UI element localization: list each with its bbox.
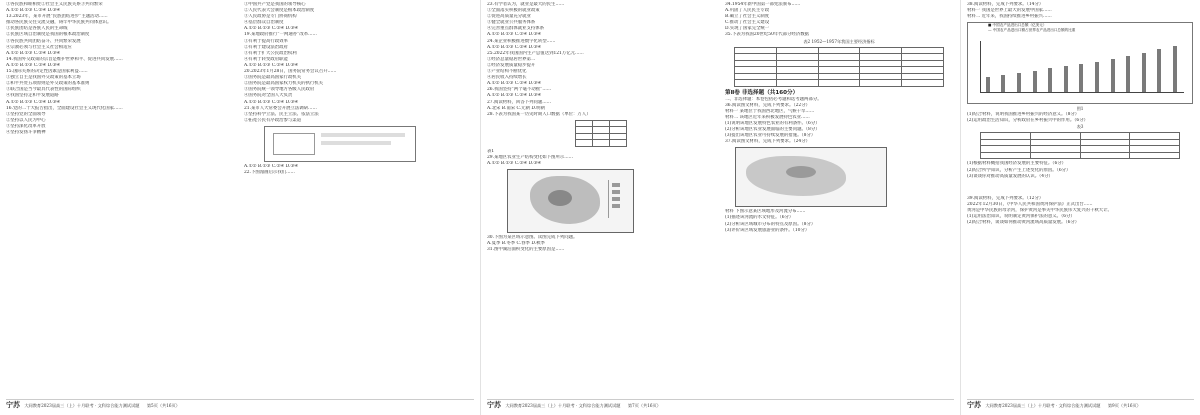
- text-line: 材料一 我国是世界上最大的发展中国家……: [967, 8, 1052, 14]
- text-line: ②促进高质量充分就业: [487, 14, 531, 20]
- text-line: (3)评价该区域发展旅游业的条件。（10分）: [725, 227, 810, 233]
- text-line: D.实现了国家完全统一: [725, 26, 770, 32]
- text-line: (1)描述该河流的水文特征。（6分）: [725, 215, 794, 221]
- text-line: A.①② B.①③ C.②④ D.③④: [487, 81, 542, 87]
- text-line: ③人民政协是专门协商机构: [244, 14, 297, 20]
- text-line: A.①② B.①③ C.②④ D.③④: [6, 62, 61, 68]
- table-2-caption: 表2 1952—1957年我国主要经济指标: [803, 38, 875, 44]
- text-line: A.巩固了人民民主专政: [725, 8, 770, 14]
- chart-legend-bars: ■ 中国农产品进出口总额（亿美元）: [988, 23, 1047, 28]
- map-legend: [608, 180, 629, 218]
- text-line: (1)说明该地区发展特色农业的有利条件。（6分）: [725, 120, 820, 126]
- text-line: 25.2022年我国国内生产总值达到121万亿元……: [487, 50, 584, 56]
- text-line: (1)运用法治知识，说明制定黄河保护法的意义。（6分）: [967, 214, 1075, 220]
- text-line: ②有利于建设法治政府: [244, 44, 288, 50]
- text-line: 38.阅读材料，完成下列要求。（14分）: [967, 2, 1044, 7]
- chart-legend-line: — 中国农产品进出口额占世界农产品进出口总额的比重: [988, 28, 1076, 33]
- text-line: 材料一 某地位于我国西北地区，气候干旱……: [725, 108, 815, 114]
- cartoon-caption-bar: [321, 133, 405, 137]
- text-line: A.①② B.①③ C.②④ D.③④: [6, 8, 61, 14]
- text-line: 15.国际关系的决定性因素是国家利益……: [6, 69, 88, 75]
- map-lake: [548, 190, 572, 206]
- footer-page-number: 第9页（共16页）: [1107, 403, 1141, 408]
- text-line: 37.阅读图文材料，完成下列要求。（24分）: [725, 139, 811, 145]
- footer-exam-title: 大同教育2023届高三（上）十月联考 · 文科综合能力测试试题: [985, 403, 1101, 408]
- chart-bar: [1126, 56, 1130, 93]
- text-line: ②人民代表大会制度是根本政治制度: [244, 8, 315, 14]
- page-1-left-column: [6, 2, 234, 397]
- text-line: ④宗教必须与社会主义社会相适应: [6, 44, 72, 50]
- text-line: ③各民族共同团结奋斗、共同繁荣发展: [6, 38, 81, 44]
- chart-bar: [1064, 66, 1068, 93]
- page-footer: [967, 399, 1194, 411]
- footer-brand: 宁苏: [6, 401, 20, 409]
- text-line: 推动各民族交往交流交融，铸牢中华民族共同体意识。: [6, 20, 112, 26]
- text-line: A.①② B.①③ C.②④ D.③④: [487, 93, 542, 99]
- text-line: A.夏季 B.冬季 C.春季 D.秋季: [487, 241, 545, 247]
- footer-page-number: 第7页（共16页）: [627, 403, 661, 408]
- text-line: B.确立了社会主义制度: [725, 14, 770, 20]
- text-line: ①独立自主是我国外交政策的基本立场: [6, 75, 81, 81]
- chart-bar: [1173, 46, 1177, 92]
- text-line: A.①② B.①③ C.②④ D.③④: [244, 163, 299, 169]
- text-line: A.①② B.①③ C.②④ D.③④: [244, 26, 299, 32]
- text-line: ①经济总量稳居世界第二: [487, 56, 536, 62]
- text-line: ①民族团结是各族人民的生命线: [6, 26, 68, 32]
- text-line: 36.阅读图文材料，完成下列要求。（22分）: [725, 102, 811, 108]
- text-line: A.①② B.①③ C.②④ D.③④: [487, 44, 542, 50]
- text-line: ③产业结构不断优化: [487, 69, 527, 75]
- text-line: ③健全就业公共服务体系: [487, 20, 536, 26]
- page-footer: [6, 399, 474, 411]
- page-3-column: [967, 2, 1193, 397]
- text-line: (2)结合材料，谈谈如何推动黄河流域高质量发展。（6分）: [967, 220, 1080, 226]
- page-single-3: [960, 0, 1200, 415]
- text-line: ④完善重点群体就业支持体系: [487, 26, 545, 32]
- text-line: 39.阅读材料，完成下列要求。（12分）: [967, 195, 1044, 201]
- trade-bar-chart: [967, 22, 1193, 104]
- text-line: ①国务院是最高国家行政机关: [244, 75, 302, 81]
- text-line: ①有利于提高行政效率: [244, 38, 288, 44]
- page-2-right-column: [725, 2, 953, 397]
- text-line: ②国务院是最高国家权力机关的执行机关: [244, 81, 324, 87]
- footer-exam-title: 大同教育2023届高三（上）十月联考 · 文科综合能力测试试题: [505, 403, 621, 408]
- text-line: ②拓宽公民有序政治参与渠道: [244, 117, 302, 123]
- text-line: ②经济发展质量稳步提升: [487, 62, 536, 68]
- text-line: 20.2023年1月28日，国务院常务会议召开……: [244, 69, 337, 75]
- text-line: 材料二 该地区近年来积极发展特色农业……: [725, 114, 810, 120]
- text-line: 34.1954年新中国第一部宪法颁布……: [725, 2, 801, 7]
- text-line: C.推动了社会主义建设: [725, 20, 770, 26]
- text-line: (3)谈谈你对推动高质量发展的认识。（4分）: [967, 173, 1053, 179]
- text-line: A.①② B.①③ C.②④ D.③④: [244, 99, 299, 105]
- footer-brand: 宁苏: [967, 401, 981, 409]
- text-line: 29.某地区农业生产结构变化如下图所示……: [487, 154, 574, 160]
- cartoon-caption-bar: [321, 141, 391, 145]
- text-line: ③国务院统一领导地方各级人民政府: [244, 87, 315, 93]
- footer-exam-title: 大同教育2023届高三（上）十月联考 · 文科综合能力测试试题: [24, 403, 140, 408]
- page-spread-1: [0, 0, 480, 415]
- page-spread-2: [480, 0, 960, 415]
- chart-bar: [1111, 59, 1115, 93]
- text-line: (1)根据材料概括我国经济发展的主要特征。（6分）: [967, 161, 1067, 167]
- chart-plot-area: [980, 41, 1184, 93]
- text-line: A.①② B.①③ C.②④ D.③④: [487, 160, 542, 166]
- text-line: 黄河是中华民族的母亲河，保护黄河是事关中华民族伟大复兴的千秋大计。: [967, 207, 1112, 213]
- text-line: ①坚持科学立法、民主立法、依法立法: [244, 111, 319, 117]
- table-3-caption: 表3: [1076, 124, 1084, 130]
- text-line: 材料二 近年来，我国持续推进乡村振兴……: [967, 14, 1052, 20]
- text-line: ②坚持以人民为中心: [6, 117, 46, 123]
- text-line: 28.下表为我国某一历史时期人口数据（单位：万人）: [487, 111, 591, 117]
- text-line: ①中国共产党是我国的领导核心: [244, 2, 306, 7]
- text-line: (2)分析该地区农业发展面临的主要问题。（8分）: [725, 127, 820, 133]
- text-line: 31.图中湖泊面积变化的主要原因是……: [487, 247, 565, 253]
- text-line: 表1: [487, 148, 495, 154]
- page-2-left-column: [487, 2, 715, 397]
- text-line: ②和平共处五项原则是外交政策的基本准则: [6, 81, 90, 87]
- chart-bar: [986, 77, 990, 92]
- text-line: ④坚持发扬斗争精神: [6, 129, 46, 135]
- text-line: ①坚持党的全面领导: [6, 111, 46, 117]
- text-line: 14.我国外交政策的宗旨是维护世界和平、促进共同发展……: [6, 56, 123, 62]
- text-line: ③坚持深化改革开放: [6, 123, 46, 129]
- table-1: [575, 120, 627, 147]
- footer-page-number: 第5页（共16页）: [146, 403, 180, 408]
- text-line: A.①② B.①③ C.②④ D.③④: [6, 50, 61, 56]
- text-line: ①各民族和睦相处②社会主义民族关系③共同繁荣: [6, 2, 103, 7]
- cartoon-figure: [264, 126, 416, 162]
- text-line: 27.阅读材料，回答下列问题……: [487, 99, 552, 105]
- text-line: ④有利于转变政府职能: [244, 56, 288, 62]
- text-line: ③有利于扩大公民政治权利: [244, 50, 297, 56]
- page-1-right-column: [244, 2, 472, 397]
- text-line: (3)提出该地区农业可持续发展的措施。（8分）: [725, 133, 816, 139]
- text-line: 2022年12月30日，《中华人民共和国黄河保护法》正式出台……: [967, 201, 1093, 207]
- footer-brand: 宁苏: [487, 401, 501, 409]
- text-line: ④基层群众自治制度: [244, 20, 284, 26]
- terrain-map: [735, 147, 887, 207]
- text-line: 26.我国坚持“两个毫不动摇”……: [487, 87, 552, 93]
- chart-bar: [1095, 62, 1099, 93]
- text-line: 21.某市人大常委会开展立法调研……: [244, 105, 317, 111]
- text-line: 19.某地政府推行“一网通办”改革……: [244, 32, 317, 38]
- text-line: ④我国坚持走和平发展道路: [6, 93, 59, 99]
- region-map: [507, 169, 634, 233]
- table-3: [980, 132, 1180, 159]
- text-line: (2)分析该区域城市分布的特点及原因。（8分）: [725, 221, 816, 227]
- text-line: ②民族区域自治制度是我国的根本政治制度: [6, 32, 90, 38]
- text-line: (2)结合所学知识，分析产生上述变化的原因。（6分）: [967, 167, 1071, 173]
- text-line: 二、非选择题：本卷包括必考题和选考题两部分。: [725, 96, 822, 102]
- chart-bar: [1033, 71, 1037, 92]
- chart-bar: [1142, 53, 1146, 93]
- page-footer: [487, 399, 954, 411]
- text-line: ③联合国是当今最具代表性的国际组织: [6, 87, 81, 93]
- text-line: (2)运用政治生活知识，分析政府在乡村振兴中的作用。（6分）: [967, 118, 1088, 124]
- text-line: 30.下图为某区域示意图。读图完成下列问题。: [487, 235, 578, 241]
- text-line: 24.某企业积极推进数字化转型……: [487, 38, 556, 44]
- text-line: ①全面落实积极的就业政策: [487, 8, 540, 14]
- text-line: A.①② B.①③ C.②④ D.③④: [487, 32, 542, 38]
- chart-caption: 图1: [1076, 106, 1084, 112]
- chart-bar: [1001, 75, 1005, 92]
- text-line: 13.2023年，某市开展“民族团结进步”主题活动……: [6, 14, 108, 20]
- chart-bar: [1017, 73, 1021, 92]
- chart-bar: [1157, 49, 1161, 92]
- chart-bar: [1079, 64, 1083, 93]
- table-2: [734, 47, 944, 87]
- text-line: 16.党的二十大报告指出，全面建设社会主义现代化国家……: [6, 105, 123, 111]
- text-line: ④国务院对全国人大负责: [244, 93, 293, 99]
- text-line: 22.下图漫画启示我们……: [244, 169, 295, 175]
- text-line: 材料 下图示意某区域地形及河流分布……: [725, 209, 806, 215]
- cartoon-panel: [273, 133, 315, 155]
- section-title: 第Ⅱ卷 非选择题（共160分）: [725, 89, 799, 96]
- text-line: A.①② B.①③ C.②④ D.③④: [244, 62, 299, 68]
- text-line: A.①② B.①③ C.②④ D.③④: [6, 99, 61, 105]
- text-line: (1)结合材料，说明我国推进乡村振兴的经济意义。（8分）: [967, 112, 1080, 118]
- text-line: A.北宋 B.南宋 C.元朝 D.明朝: [487, 105, 545, 111]
- text-line: 23.有学者认为，就业是最大的民生……: [487, 2, 565, 7]
- chart-bar: [1048, 68, 1052, 92]
- text-line: ④居民收入持续增长: [487, 75, 527, 81]
- text-line: 35.下表为我国20世纪50年代部分经济数据: [725, 32, 810, 38]
